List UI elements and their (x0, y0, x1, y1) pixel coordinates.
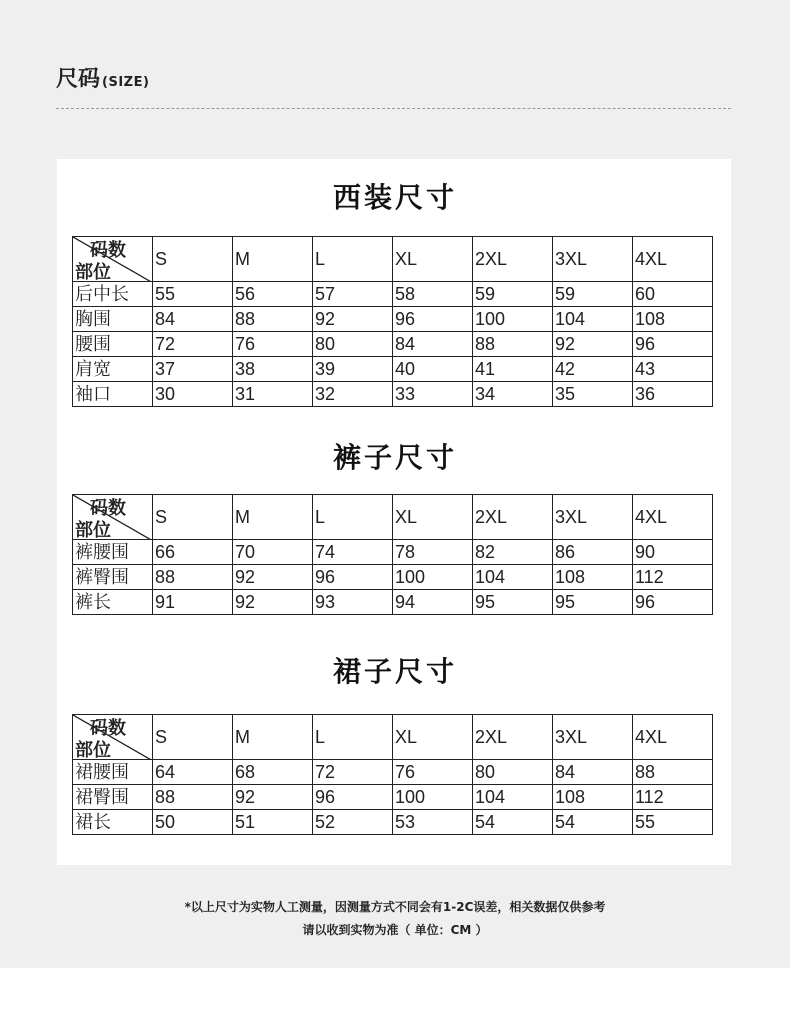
table-row (73, 760, 713, 785)
size-header-cell: L (313, 495, 393, 540)
value-cell: 34 (473, 382, 553, 407)
value-cell: 91 (153, 590, 233, 615)
row-label-cell: 腰围 (73, 332, 153, 357)
table-row (73, 590, 713, 615)
value-cell: 31 (233, 382, 313, 407)
footnote-line-1: *以上尺寸为实物人工测量，因测量方式不同会有1-2C误差，相关数据仅供参考 (184, 900, 606, 914)
value-cell: 94 (393, 590, 473, 615)
value-cell: 76 (393, 760, 473, 785)
value-cell: 54 (473, 810, 553, 835)
size-header-cell: 3XL (553, 495, 633, 540)
value-cell: 66 (153, 540, 233, 565)
value-cell: 80 (473, 760, 553, 785)
suit-size-table (72, 236, 713, 407)
value-cell: 43 (633, 357, 713, 382)
header-corner-cell (73, 237, 153, 282)
value-cell: 80 (313, 332, 393, 357)
table-row (73, 332, 713, 357)
row-label-cell: 肩宽 (73, 357, 153, 382)
header-subtitle: (SIZE) (102, 75, 150, 90)
value-cell: 96 (633, 590, 713, 615)
value-cell: 112 (633, 785, 713, 810)
skirt-table-title: 裙子尺寸 (332, 655, 457, 688)
value-cell: 108 (633, 307, 713, 332)
value-cell: 60 (633, 282, 713, 307)
value-cell: 84 (553, 760, 633, 785)
value-cell: 84 (393, 332, 473, 357)
value-cell: 112 (633, 565, 713, 590)
value-cell: 72 (313, 760, 393, 785)
value-cell: 58 (393, 282, 473, 307)
table-row (73, 307, 713, 332)
size-header-cell: 4XL (633, 237, 713, 282)
value-cell: 92 (233, 565, 313, 590)
size-header-cell: XL (393, 237, 473, 282)
value-cell: 90 (633, 540, 713, 565)
value-cell: 56 (233, 282, 313, 307)
row-label-cell: 袖口 (73, 382, 153, 407)
size-header-cell: M (233, 495, 313, 540)
size-header-cell: XL (393, 715, 473, 760)
value-cell: 100 (473, 307, 553, 332)
value-cell: 88 (233, 307, 313, 332)
table-header-row (73, 715, 713, 760)
row-label-cell: 裙长 (73, 810, 153, 835)
row-label-cell: 裙腰围 (73, 760, 153, 785)
size-header-cell: S (153, 715, 233, 760)
header-corner-cell (73, 715, 153, 760)
measure-label: 部位 (75, 520, 111, 540)
value-cell: 92 (553, 332, 633, 357)
table-row (73, 282, 713, 307)
value-cell: 59 (553, 282, 633, 307)
size-header-cell: 2XL (473, 495, 553, 540)
value-cell: 74 (313, 540, 393, 565)
value-cell: 64 (153, 760, 233, 785)
value-cell: 53 (393, 810, 473, 835)
size-header-cell: M (233, 715, 313, 760)
value-cell: 104 (553, 307, 633, 332)
value-cell: 78 (393, 540, 473, 565)
value-cell: 86 (553, 540, 633, 565)
value-cell: 88 (633, 760, 713, 785)
size-header-cell: 4XL (633, 495, 713, 540)
value-cell: 92 (233, 590, 313, 615)
value-cell: 55 (153, 282, 233, 307)
size-label: 码数 (90, 718, 126, 738)
value-cell: 104 (473, 565, 553, 590)
table-row (73, 565, 713, 590)
value-cell: 96 (633, 332, 713, 357)
value-cell: 100 (393, 565, 473, 590)
value-cell: 42 (553, 357, 633, 382)
suit-table-title: 西装尺寸 (332, 181, 457, 214)
measure-label: 部位 (75, 262, 111, 282)
value-cell: 51 (233, 810, 313, 835)
value-cell: 52 (313, 810, 393, 835)
value-cell: 88 (153, 565, 233, 590)
row-label-cell: 后中长 (73, 282, 153, 307)
value-cell: 41 (473, 357, 553, 382)
header-corner-cell (73, 495, 153, 540)
value-cell: 55 (633, 810, 713, 835)
value-cell: 100 (393, 785, 473, 810)
value-cell: 39 (313, 357, 393, 382)
value-cell: 96 (313, 785, 393, 810)
value-cell: 96 (313, 565, 393, 590)
value-cell: 70 (233, 540, 313, 565)
value-cell: 68 (233, 760, 313, 785)
value-cell: 37 (153, 357, 233, 382)
header-divider (56, 108, 731, 109)
value-cell: 54 (553, 810, 633, 835)
value-cell: 30 (153, 382, 233, 407)
size-header-cell: S (153, 495, 233, 540)
footnote-line-2: 请以收到实物为准（ 单位：CM ） (302, 923, 488, 937)
value-cell: 32 (313, 382, 393, 407)
value-cell: 72 (153, 332, 233, 357)
value-cell: 108 (553, 785, 633, 810)
table-row (73, 357, 713, 382)
size-header-cell: 2XL (473, 715, 553, 760)
size-header-cell: XL (393, 495, 473, 540)
page-header (56, 62, 149, 93)
value-cell: 40 (393, 357, 473, 382)
value-cell: 96 (393, 307, 473, 332)
size-header-cell: 3XL (553, 237, 633, 282)
value-cell: 93 (313, 590, 393, 615)
value-cell: 50 (153, 810, 233, 835)
value-cell: 57 (313, 282, 393, 307)
table-row (73, 785, 713, 810)
size-header-cell: 2XL (473, 237, 553, 282)
row-label-cell: 裤长 (73, 590, 153, 615)
value-cell: 95 (473, 590, 553, 615)
size-header-cell: 3XL (553, 715, 633, 760)
size-label: 码数 (90, 240, 126, 260)
value-cell: 35 (553, 382, 633, 407)
value-cell: 88 (153, 785, 233, 810)
value-cell: 82 (473, 540, 553, 565)
value-cell: 92 (313, 307, 393, 332)
table-header-row (73, 237, 713, 282)
table-row (73, 540, 713, 565)
size-header-cell: L (313, 715, 393, 760)
value-cell: 33 (393, 382, 473, 407)
size-header-cell: 4XL (633, 715, 713, 760)
header-title: 尺码 (56, 67, 101, 92)
table-row (73, 382, 713, 407)
value-cell: 104 (473, 785, 553, 810)
size-header-cell: L (313, 237, 393, 282)
value-cell: 92 (233, 785, 313, 810)
table-header-row (73, 495, 713, 540)
value-cell: 76 (233, 332, 313, 357)
value-cell: 95 (553, 590, 633, 615)
value-cell: 36 (633, 382, 713, 407)
skirt-size-table (72, 714, 713, 835)
size-header-cell: M (233, 237, 313, 282)
size-header-cell: S (153, 237, 233, 282)
row-label-cell: 裤臀围 (73, 565, 153, 590)
value-cell: 88 (473, 332, 553, 357)
trousers-table-title: 裤子尺寸 (332, 441, 457, 474)
value-cell: 38 (233, 357, 313, 382)
value-cell: 108 (553, 565, 633, 590)
value-cell: 84 (153, 307, 233, 332)
row-label-cell: 裤腰围 (73, 540, 153, 565)
table-row (73, 810, 713, 835)
trousers-size-table (72, 494, 713, 615)
row-label-cell: 胸围 (73, 307, 153, 332)
row-label-cell: 裙臀围 (73, 785, 153, 810)
value-cell: 59 (473, 282, 553, 307)
size-label: 码数 (90, 498, 126, 518)
measure-label: 部位 (75, 740, 111, 760)
